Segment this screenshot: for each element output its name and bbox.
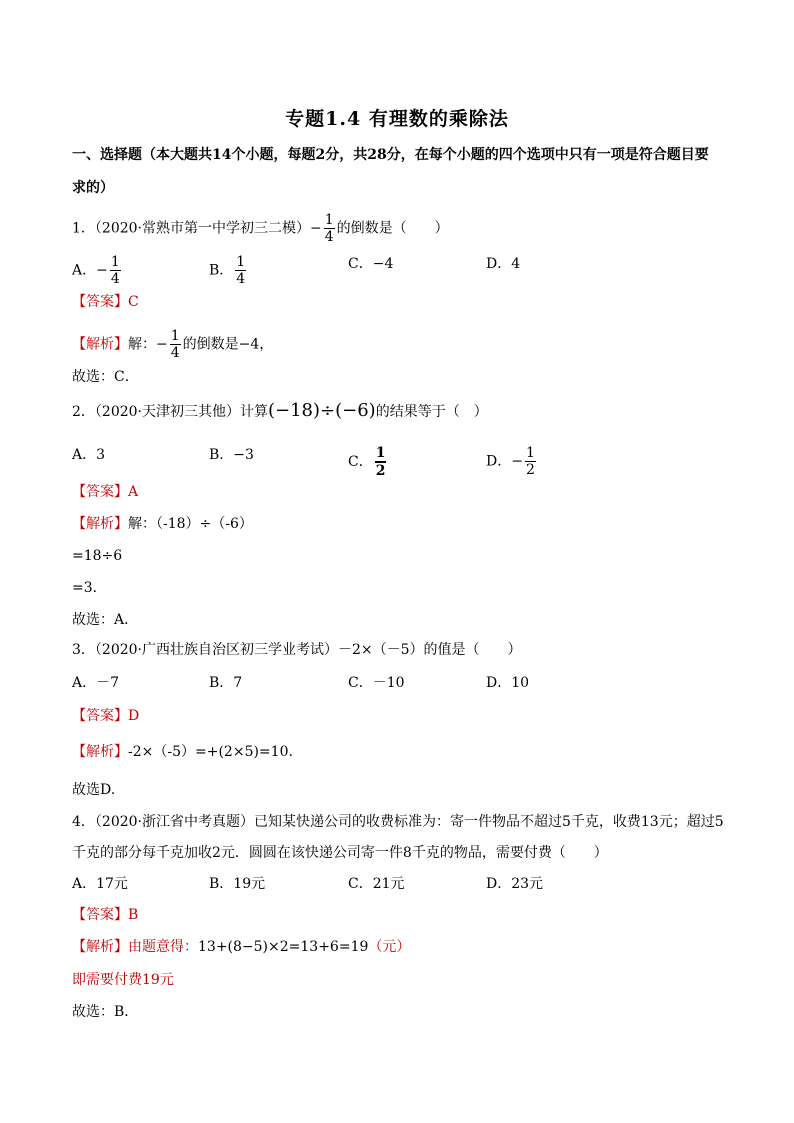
q2-expression: (−18)÷(−6) [268,400,376,421]
q4-step1: 即需要付费19元 [72,972,174,988]
q4-analysis-post: （元） [368,939,411,955]
q1-option-b [209,254,248,287]
q1-analysis-num: 1 [170,328,180,344]
q2-option-c-den: 2 [375,463,386,479]
q2-option-d-den: 2 [525,462,535,478]
q2-stem [72,401,488,422]
q4-option-d: D．23元 [486,876,544,892]
q1-option-a-den: 4 [110,271,120,287]
q1-analysis-label: 【解析】 [72,336,128,353]
q1-option-a [72,254,123,287]
q2-analysis-text: 解：（-18）÷（-6） [128,516,253,532]
q4-analysis-expression: 13+(8−5)×2=13+6=19 [198,939,369,955]
q1-stem-pre: 1．（2020·常熟市第一中学初三二模）− [72,220,322,237]
q2-answer-label: 【答案】 [72,484,128,500]
q1-analysis [72,328,273,361]
q1-option-d: D．4 [486,256,521,272]
q2-answer [72,482,138,502]
q2-stem-post: 的结果等于（ ） [375,404,488,420]
q3-option-c: C．－10 [348,675,405,691]
section-heading-line1: 一、选择题（本大题共14个小题，每题2分，共28分，在每个小题的四个选项中只有一项是符合题目要 [72,147,709,163]
q1-frac-num: 1 [324,212,334,228]
q2-answer-value: A [128,484,139,500]
q1-option-b-fraction [235,254,246,287]
q4-stem-line2: 千克的部分每千克加收2元．圆圆在该快递公司寄一件8千克的物品，需要付费（ ） [72,845,608,861]
q3-conclusion: 故选D. [72,782,116,798]
q2-stem-pre: 2．（2020·天津初三其他）计算 [72,404,268,420]
q3-stem: 3．（2020·广西壮族自治区初三学业考试）－2×（－5）的值是（ ） [72,642,522,658]
q1-frac-den: 4 [324,229,334,245]
q1-option-b-num: 1 [236,254,246,270]
q3-answer-value: D [128,708,140,724]
q4-option-b: B．19元 [209,876,266,892]
q1-analysis-pre: 解：− [128,336,168,353]
q4-conclusion: 故选：B． [72,1004,139,1020]
q3-analysis-label: 【解析】 [72,744,128,760]
q2-step1: =18÷6 [72,548,123,564]
q1-analysis-fraction [170,328,181,361]
q1-conclusion: 故选：C． [72,369,139,385]
q4-option-a: A．17元 [72,876,128,892]
q1-analysis-post: 的倒数是−4， [182,336,274,353]
page-title: 专题1.4 有理数的乘除法 [285,108,509,130]
q2-option-c-fraction [375,445,387,479]
q2-option-d-num: 1 [525,445,535,461]
q2-option-d-label: D．− [486,453,523,470]
q1-option-a-num: 1 [110,254,120,270]
q1-option-c: C．−4 [348,256,394,272]
q2-conclusion: 故选：A． [72,612,139,628]
q3-option-d: D．10 [486,675,530,691]
q3-option-b: B．7 [209,675,243,691]
q1-option-a-fraction [110,254,121,287]
q2-analysis [72,514,253,534]
q4-analysis [72,937,410,957]
q3-answer [72,706,139,726]
q1-option-a-label: A．− [72,262,108,279]
q2-option-b: B．−3 [209,447,254,463]
q3-answer-label: 【答案】 [72,708,128,724]
q1-stem-post: 的倒数是（ ） [336,220,449,237]
q4-stem-line1: 4．（2020·浙江省中考真题）已知某快递公司的收费标准为：寄一件物品不超过5千克，收费13元；超过5 [72,814,724,830]
q1-stem [72,212,449,245]
q3-analysis-text: -2×（-5）=+(2×5)=10. [128,744,293,760]
q1-analysis-den: 4 [170,345,180,361]
q2-step2: =3． [72,580,107,596]
q4-analysis-label: 【解析】 [72,939,128,955]
section-heading-line2: 求的） [72,180,114,196]
q3-analysis [72,742,293,762]
q2-option-a: A．3 [72,447,106,463]
q2-option-c-num: 1 [375,445,386,461]
q2-option-c [348,445,388,479]
q4-answer-label: 【答案】 [72,907,128,923]
q1-option-b-den: 4 [236,271,246,287]
q2-option-d-fraction [525,445,536,478]
q2-analysis-label: 【解析】 [72,516,128,532]
q1-answer [72,292,139,312]
q4-answer [72,905,138,925]
q1-answer-value: C [128,294,139,310]
q1-stem-fraction [324,212,335,245]
q3-option-a: A．－7 [72,675,120,691]
q4-option-c: C．21元 [348,876,405,892]
q1-answer-label: 【答案】 [72,294,128,310]
q2-option-c-label: C． [348,454,373,470]
q4-answer-value: B [128,907,139,923]
q4-analysis-pre: 由题意得： [128,939,198,955]
q1-option-b-label: B． [209,262,234,279]
q2-option-d [486,445,538,478]
